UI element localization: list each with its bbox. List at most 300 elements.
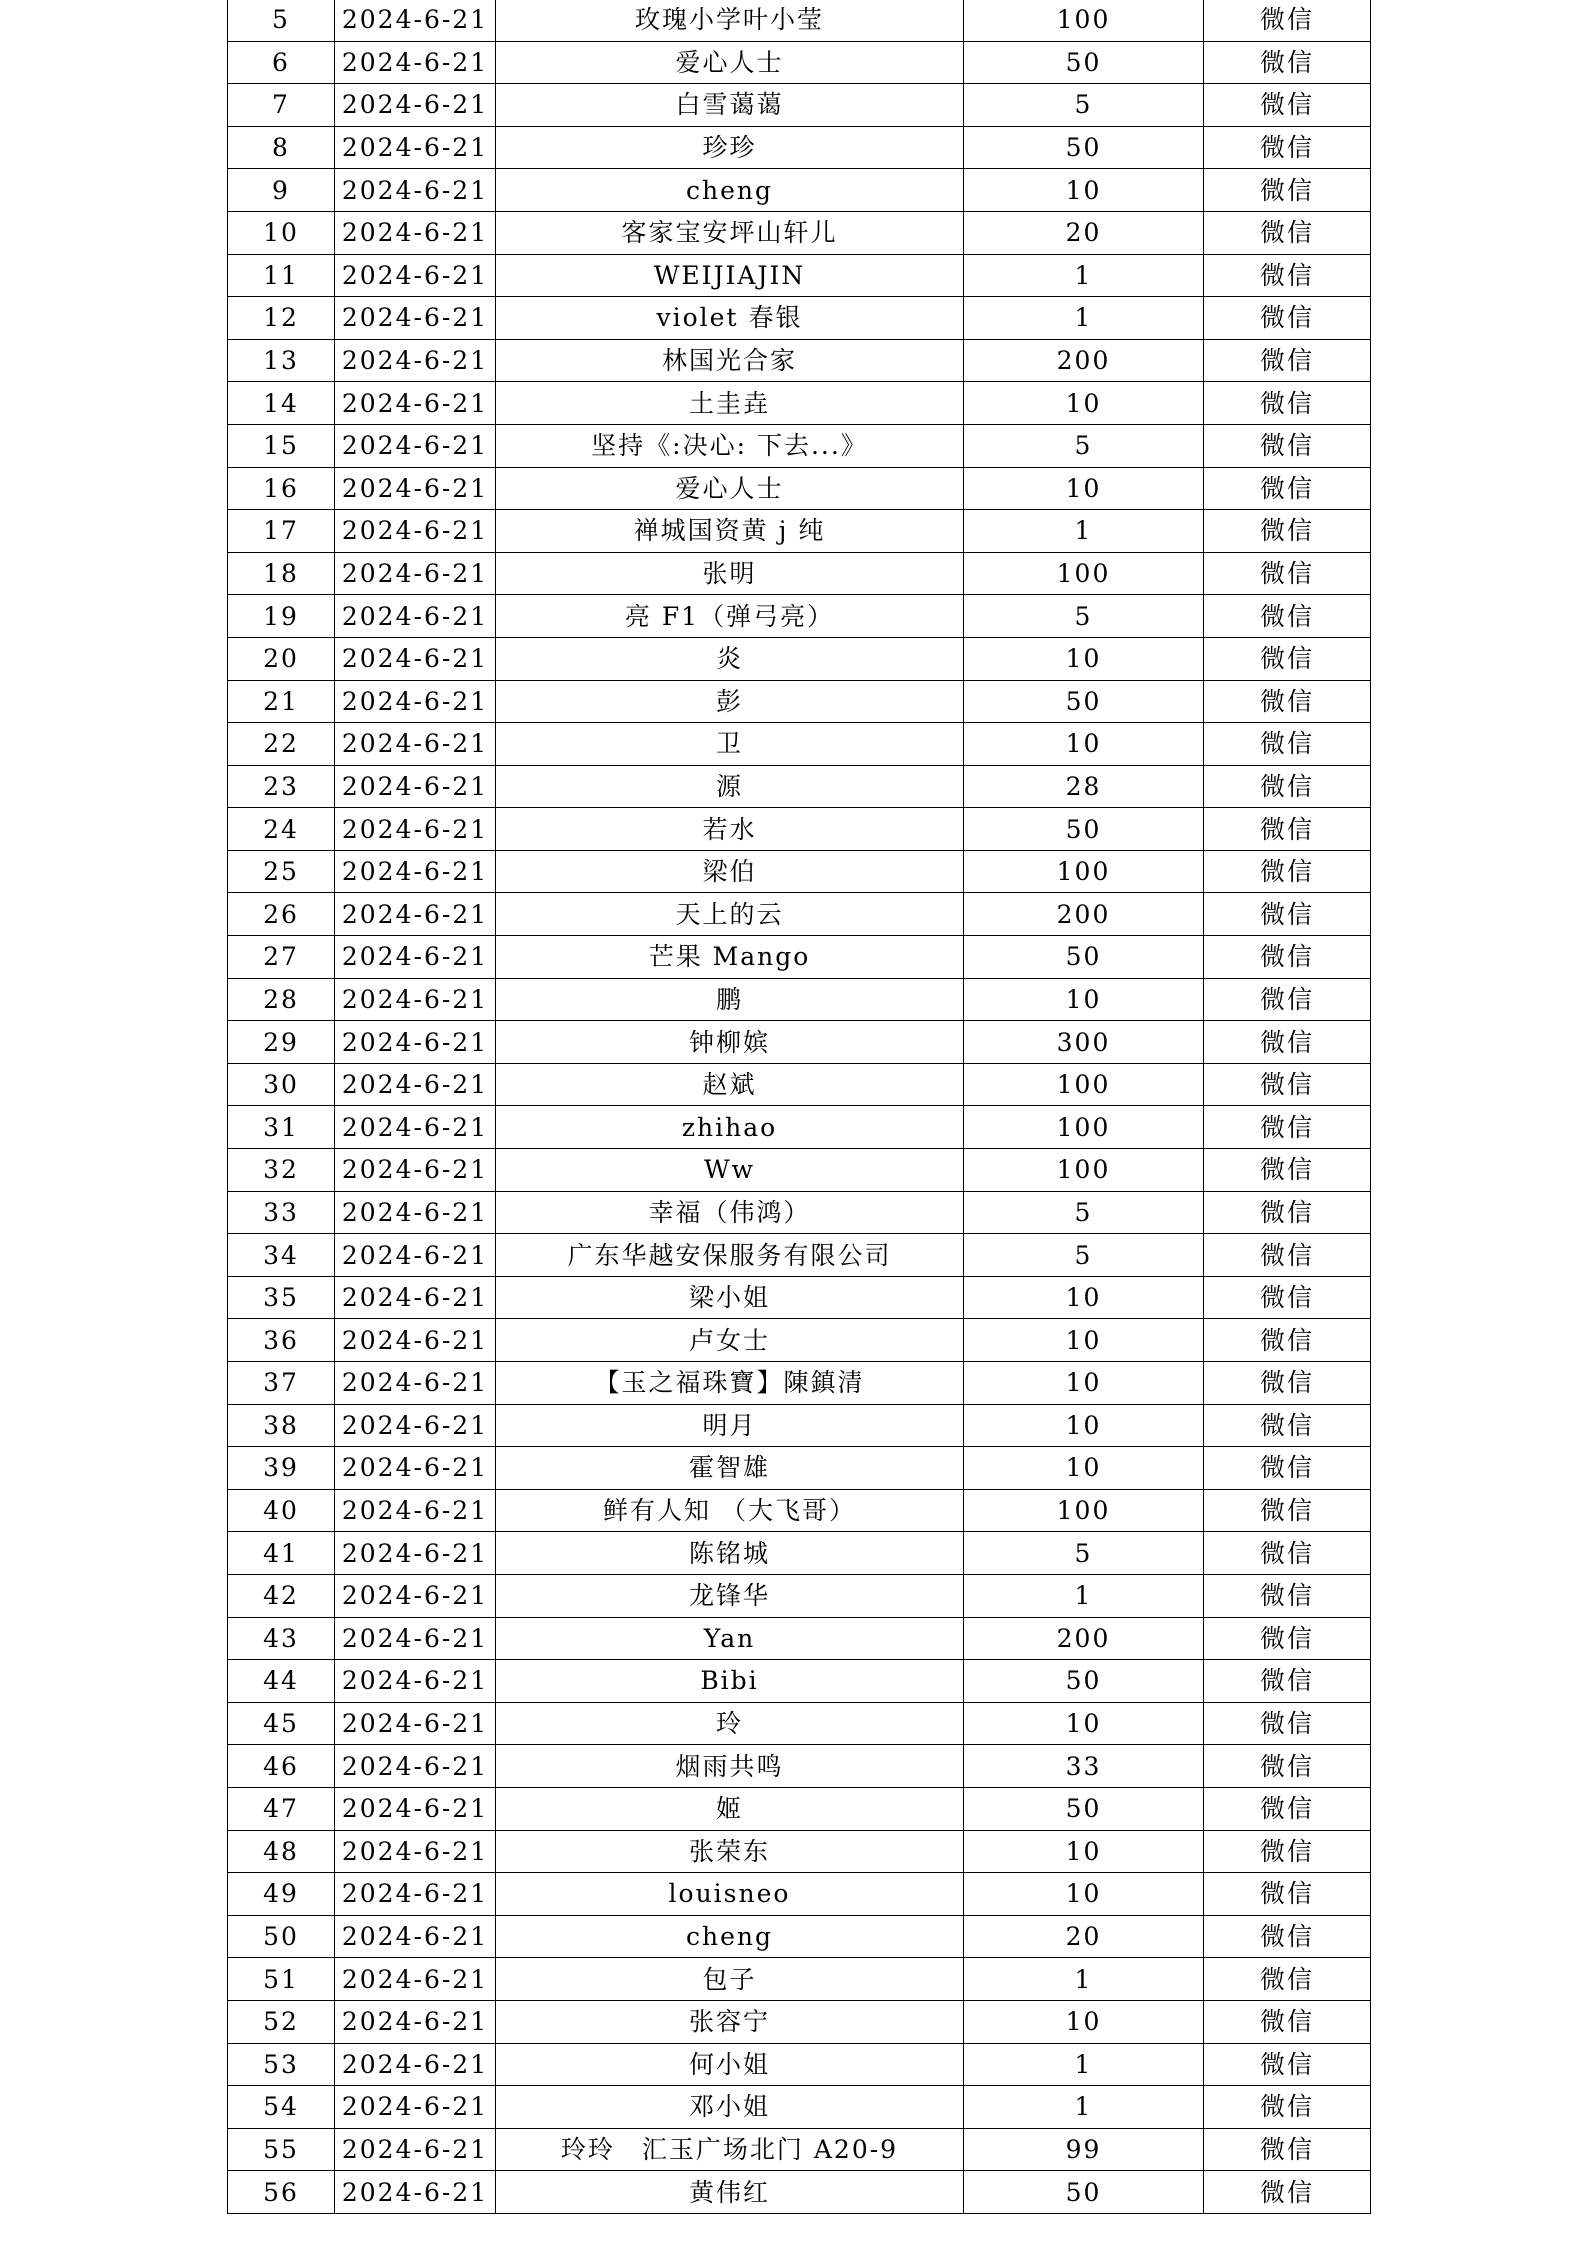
amount-cell: 1: [964, 1574, 1204, 1617]
table-row: [228, 850, 1371, 893]
payment-channel-cell: 微信: [1204, 808, 1371, 851]
row-number-cell: 45: [228, 1702, 335, 1745]
payment-channel-cell: 微信: [1204, 1362, 1371, 1405]
donor-name-cell: 鹏: [496, 978, 964, 1021]
row-number-cell: 18: [228, 552, 335, 595]
table-row: [228, 680, 1371, 723]
payment-channel-cell: 微信: [1204, 382, 1371, 425]
amount-cell: 100: [964, 1149, 1204, 1192]
amount-cell: 200: [964, 339, 1204, 382]
table-row: [228, 808, 1371, 851]
date-cell: 2024-6-21: [335, 1106, 496, 1149]
row-number-cell: 16: [228, 467, 335, 510]
row-number-cell: 22: [228, 723, 335, 766]
amount-cell: 33: [964, 1745, 1204, 1788]
payment-channel-cell: 微信: [1204, 1404, 1371, 1447]
date-cell: 2024-6-21: [335, 1745, 496, 1788]
donor-name-cell: WEIJIAJIN: [496, 254, 964, 297]
donor-name-cell: louisneo: [496, 1873, 964, 1916]
date-cell: 2024-6-21: [335, 552, 496, 595]
payment-channel-cell: 微信: [1204, 552, 1371, 595]
donor-name-cell: 亮 F1（弹弓亮）: [496, 595, 964, 638]
table-row: [228, 1234, 1371, 1277]
donor-name-cell: 霍智雄: [496, 1447, 964, 1490]
amount-cell: 10: [964, 467, 1204, 510]
amount-cell: 5: [964, 84, 1204, 127]
row-number-cell: 5: [228, 0, 335, 41]
table-row: [228, 1149, 1371, 1192]
amount-cell: 50: [964, 1787, 1204, 1830]
donor-name-cell: Bibi: [496, 1660, 964, 1703]
donor-name-cell: 客家宝安坪山轩儿: [496, 211, 964, 254]
table-row: [228, 2128, 1371, 2171]
row-number-cell: 37: [228, 1362, 335, 1405]
date-cell: 2024-6-21: [335, 126, 496, 169]
donor-name-cell: 梁伯: [496, 850, 964, 893]
date-cell: 2024-6-21: [335, 211, 496, 254]
payment-channel-cell: 微信: [1204, 1319, 1371, 1362]
row-number-cell: 28: [228, 978, 335, 1021]
donor-name-cell: zhihao: [496, 1106, 964, 1149]
table-row: [228, 1106, 1371, 1149]
date-cell: 2024-6-21: [335, 2128, 496, 2171]
payment-channel-cell: 微信: [1204, 2086, 1371, 2129]
amount-cell: 1: [964, 2086, 1204, 2129]
donor-name-cell: 赵斌: [496, 1063, 964, 1106]
amount-cell: 100: [964, 1489, 1204, 1532]
amount-cell: 200: [964, 893, 1204, 936]
row-number-cell: 33: [228, 1191, 335, 1234]
date-cell: 2024-6-21: [335, 1276, 496, 1319]
donor-name-cell: 黄伟红: [496, 2171, 964, 2214]
table-row: [228, 1489, 1371, 1532]
date-cell: 2024-6-21: [335, 680, 496, 723]
amount-cell: 10: [964, 1873, 1204, 1916]
table-row: [228, 978, 1371, 1021]
payment-channel-cell: 微信: [1204, 765, 1371, 808]
payment-channel-cell: 微信: [1204, 1191, 1371, 1234]
donor-name-cell: 禅城国资黄 j 纯: [496, 510, 964, 553]
donor-name-cell: 鲜有人知 （大飞哥）: [496, 1489, 964, 1532]
donor-name-cell: 爱心人士: [496, 467, 964, 510]
date-cell: 2024-6-21: [335, 1362, 496, 1405]
table-row: [228, 2043, 1371, 2086]
payment-channel-cell: 微信: [1204, 424, 1371, 467]
payment-channel-cell: 微信: [1204, 1958, 1371, 2001]
table-row: [228, 1660, 1371, 1703]
date-cell: 2024-6-21: [335, 1702, 496, 1745]
row-number-cell: 23: [228, 765, 335, 808]
date-cell: 2024-6-21: [335, 1489, 496, 1532]
payment-channel-cell: 微信: [1204, 893, 1371, 936]
amount-cell: 10: [964, 2000, 1204, 2043]
table-row: [228, 254, 1371, 297]
payment-channel-cell: 微信: [1204, 211, 1371, 254]
date-cell: 2024-6-21: [335, 339, 496, 382]
row-number-cell: 32: [228, 1149, 335, 1192]
table-row: [228, 2000, 1371, 2043]
date-cell: 2024-6-21: [335, 1149, 496, 1192]
payment-channel-cell: 微信: [1204, 0, 1371, 41]
row-number-cell: 47: [228, 1787, 335, 1830]
table-row: [228, 510, 1371, 553]
donor-name-cell: Ww: [496, 1149, 964, 1192]
payment-channel-cell: 微信: [1204, 1787, 1371, 1830]
row-number-cell: 6: [228, 41, 335, 84]
donor-name-cell: 明月: [496, 1404, 964, 1447]
amount-cell: 20: [964, 211, 1204, 254]
amount-cell: 10: [964, 1830, 1204, 1873]
payment-channel-cell: 微信: [1204, 1660, 1371, 1703]
donor-name-cell: 玫瑰小学叶小莹: [496, 0, 964, 41]
amount-cell: 10: [964, 978, 1204, 1021]
row-number-cell: 48: [228, 1830, 335, 1873]
amount-cell: 50: [964, 936, 1204, 979]
row-number-cell: 46: [228, 1745, 335, 1788]
payment-channel-cell: 微信: [1204, 1532, 1371, 1575]
table-row: [228, 1276, 1371, 1319]
row-number-cell: 17: [228, 510, 335, 553]
row-number-cell: 55: [228, 2128, 335, 2171]
date-cell: 2024-6-21: [335, 2086, 496, 2129]
table-row: [228, 467, 1371, 510]
table-row: [228, 1362, 1371, 1405]
amount-cell: 200: [964, 1617, 1204, 1660]
row-number-cell: 41: [228, 1532, 335, 1575]
date-cell: 2024-6-21: [335, 2171, 496, 2214]
table-row: [228, 936, 1371, 979]
donor-name-cell: 玲: [496, 1702, 964, 1745]
donor-name-cell: 邓小姐: [496, 2086, 964, 2129]
amount-cell: 50: [964, 1660, 1204, 1703]
table-row: [228, 595, 1371, 638]
donor-name-cell: 炎: [496, 637, 964, 680]
date-cell: 2024-6-21: [335, 510, 496, 553]
table-row: [228, 41, 1371, 84]
row-number-cell: 26: [228, 893, 335, 936]
date-cell: 2024-6-21: [335, 637, 496, 680]
donor-name-cell: 梁小姐: [496, 1276, 964, 1319]
table-row: [228, 424, 1371, 467]
row-number-cell: 49: [228, 1873, 335, 1916]
row-number-cell: 36: [228, 1319, 335, 1362]
amount-cell: 1: [964, 510, 1204, 553]
donor-name-cell: 陈铭城: [496, 1532, 964, 1575]
table-row: [228, 723, 1371, 766]
payment-channel-cell: 微信: [1204, 254, 1371, 297]
payment-channel-cell: 微信: [1204, 2128, 1371, 2171]
amount-cell: 100: [964, 850, 1204, 893]
amount-cell: 1: [964, 2043, 1204, 2086]
row-number-cell: 51: [228, 1958, 335, 2001]
table-row: [228, 1873, 1371, 1916]
date-cell: 2024-6-21: [335, 297, 496, 340]
donor-name-cell: 天上的云: [496, 893, 964, 936]
table-row: [228, 1830, 1371, 1873]
donation-table: [227, 0, 1371, 2214]
row-number-cell: 35: [228, 1276, 335, 1319]
payment-channel-cell: 微信: [1204, 1830, 1371, 1873]
date-cell: 2024-6-21: [335, 595, 496, 638]
donor-name-cell: 烟雨共鸣: [496, 1745, 964, 1788]
date-cell: 2024-6-21: [335, 978, 496, 1021]
date-cell: 2024-6-21: [335, 1191, 496, 1234]
date-cell: 2024-6-21: [335, 1234, 496, 1277]
date-cell: 2024-6-21: [335, 765, 496, 808]
table-row: [228, 1319, 1371, 1362]
donor-name-cell: 龙锋华: [496, 1574, 964, 1617]
date-cell: 2024-6-21: [335, 1532, 496, 1575]
amount-cell: 28: [964, 765, 1204, 808]
table-row: [228, 1915, 1371, 1958]
table-row: [228, 1702, 1371, 1745]
row-number-cell: 40: [228, 1489, 335, 1532]
amount-cell: 100: [964, 552, 1204, 595]
amount-cell: 20: [964, 1915, 1204, 1958]
table-row: [228, 382, 1371, 425]
payment-channel-cell: 微信: [1204, 2043, 1371, 2086]
amount-cell: 100: [964, 1063, 1204, 1106]
amount-cell: 10: [964, 1447, 1204, 1490]
amount-cell: 10: [964, 1702, 1204, 1745]
donor-name-cell: 姬: [496, 1787, 964, 1830]
payment-channel-cell: 微信: [1204, 1574, 1371, 1617]
table-row: [228, 1958, 1371, 2001]
row-number-cell: 44: [228, 1660, 335, 1703]
row-number-cell: 14: [228, 382, 335, 425]
row-number-cell: 29: [228, 1021, 335, 1064]
date-cell: 2024-6-21: [335, 0, 496, 41]
date-cell: 2024-6-21: [335, 1021, 496, 1064]
amount-cell: 50: [964, 808, 1204, 851]
date-cell: 2024-6-21: [335, 2000, 496, 2043]
amount-cell: 10: [964, 1404, 1204, 1447]
date-cell: 2024-6-21: [335, 1873, 496, 1916]
donor-name-cell: 【玉之福珠寶】陳鎮清: [496, 1362, 964, 1405]
row-number-cell: 38: [228, 1404, 335, 1447]
amount-cell: 10: [964, 1362, 1204, 1405]
donor-name-cell: 张容宁: [496, 2000, 964, 2043]
amount-cell: 50: [964, 2171, 1204, 2214]
donor-name-cell: 张明: [496, 552, 964, 595]
row-number-cell: 12: [228, 297, 335, 340]
date-cell: 2024-6-21: [335, 808, 496, 851]
row-number-cell: 50: [228, 1915, 335, 1958]
payment-channel-cell: 微信: [1204, 84, 1371, 127]
donor-name-cell: cheng: [496, 169, 964, 212]
donor-name-cell: 广东华越安保服务有限公司: [496, 1234, 964, 1277]
donor-name-cell: 源: [496, 765, 964, 808]
donor-name-cell: 幸福（伟鸿）: [496, 1191, 964, 1234]
table-row: [228, 1574, 1371, 1617]
row-number-cell: 9: [228, 169, 335, 212]
table-row: [228, 0, 1371, 41]
payment-channel-cell: 微信: [1204, 2171, 1371, 2214]
payment-channel-cell: 微信: [1204, 1873, 1371, 1916]
date-cell: 2024-6-21: [335, 1319, 496, 1362]
amount-cell: 50: [964, 41, 1204, 84]
table-row: [228, 552, 1371, 595]
payment-channel-cell: 微信: [1204, 1489, 1371, 1532]
date-cell: 2024-6-21: [335, 850, 496, 893]
donor-name-cell: 钟柳嫔: [496, 1021, 964, 1064]
row-number-cell: 11: [228, 254, 335, 297]
date-cell: 2024-6-21: [335, 893, 496, 936]
date-cell: 2024-6-21: [335, 1574, 496, 1617]
payment-channel-cell: 微信: [1204, 978, 1371, 1021]
donor-name-cell: 玲玲 汇玉广场北门 A20-9: [496, 2128, 964, 2171]
payment-channel-cell: 微信: [1204, 1447, 1371, 1490]
payment-channel-cell: 微信: [1204, 680, 1371, 723]
row-number-cell: 34: [228, 1234, 335, 1277]
date-cell: 2024-6-21: [335, 41, 496, 84]
donor-name-cell: 珍珍: [496, 126, 964, 169]
payment-channel-cell: 微信: [1204, 1149, 1371, 1192]
date-cell: 2024-6-21: [335, 1063, 496, 1106]
payment-channel-cell: 微信: [1204, 1745, 1371, 1788]
table-row: [228, 1532, 1371, 1575]
date-cell: 2024-6-21: [335, 1830, 496, 1873]
amount-cell: 10: [964, 637, 1204, 680]
row-number-cell: 8: [228, 126, 335, 169]
donor-name-cell: 爱心人士: [496, 41, 964, 84]
date-cell: 2024-6-21: [335, 254, 496, 297]
donor-name-cell: 白雪蔼蔼: [496, 84, 964, 127]
donor-name-cell: 张荣东: [496, 1830, 964, 1873]
date-cell: 2024-6-21: [335, 1915, 496, 1958]
donor-name-cell: violet 春银: [496, 297, 964, 340]
date-cell: 2024-6-21: [335, 1787, 496, 1830]
row-number-cell: 25: [228, 850, 335, 893]
payment-channel-cell: 微信: [1204, 41, 1371, 84]
table-row: [228, 1191, 1371, 1234]
amount-cell: 5: [964, 1191, 1204, 1234]
amount-cell: 5: [964, 1532, 1204, 1575]
amount-cell: 1: [964, 297, 1204, 340]
amount-cell: 10: [964, 169, 1204, 212]
table-row: [228, 297, 1371, 340]
table-row: [228, 1404, 1371, 1447]
amount-cell: 10: [964, 382, 1204, 425]
row-number-cell: 43: [228, 1617, 335, 1660]
payment-channel-cell: 微信: [1204, 126, 1371, 169]
date-cell: 2024-6-21: [335, 723, 496, 766]
date-cell: 2024-6-21: [335, 84, 496, 127]
donor-name-cell: 彭: [496, 680, 964, 723]
row-number-cell: 53: [228, 2043, 335, 2086]
row-number-cell: 13: [228, 339, 335, 382]
donor-name-cell: 卢女士: [496, 1319, 964, 1362]
date-cell: 2024-6-21: [335, 1660, 496, 1703]
amount-cell: 5: [964, 424, 1204, 467]
table-row: [228, 637, 1371, 680]
amount-cell: 1: [964, 1958, 1204, 2001]
row-number-cell: 31: [228, 1106, 335, 1149]
payment-channel-cell: 微信: [1204, 1915, 1371, 1958]
payment-channel-cell: 微信: [1204, 850, 1371, 893]
row-number-cell: 42: [228, 1574, 335, 1617]
row-number-cell: 56: [228, 2171, 335, 2214]
amount-cell: 10: [964, 723, 1204, 766]
date-cell: 2024-6-21: [335, 2043, 496, 2086]
row-number-cell: 7: [228, 84, 335, 127]
payment-channel-cell: 微信: [1204, 595, 1371, 638]
table-row: [228, 1447, 1371, 1490]
payment-channel-cell: 微信: [1204, 1063, 1371, 1106]
amount-cell: 99: [964, 2128, 1204, 2171]
row-number-cell: 39: [228, 1447, 335, 1490]
row-number-cell: 21: [228, 680, 335, 723]
row-number-cell: 27: [228, 936, 335, 979]
table-row: [228, 2086, 1371, 2129]
table-row: [228, 765, 1371, 808]
amount-cell: 10: [964, 1319, 1204, 1362]
payment-channel-cell: 微信: [1204, 2000, 1371, 2043]
table-row: [228, 893, 1371, 936]
payment-channel-cell: 微信: [1204, 1234, 1371, 1277]
date-cell: 2024-6-21: [335, 1447, 496, 1490]
payment-channel-cell: 微信: [1204, 1021, 1371, 1064]
amount-cell: 5: [964, 595, 1204, 638]
donor-name-cell: 包子: [496, 1958, 964, 2001]
amount-cell: 100: [964, 0, 1204, 41]
date-cell: 2024-6-21: [335, 1404, 496, 1447]
payment-channel-cell: 微信: [1204, 1702, 1371, 1745]
donor-name-cell: 芒果 Mango: [496, 936, 964, 979]
date-cell: 2024-6-21: [335, 936, 496, 979]
row-number-cell: 24: [228, 808, 335, 851]
table-row: [228, 126, 1371, 169]
payment-channel-cell: 微信: [1204, 637, 1371, 680]
date-cell: 2024-6-21: [335, 382, 496, 425]
payment-channel-cell: 微信: [1204, 339, 1371, 382]
table-row: [228, 2171, 1371, 2214]
payment-channel-cell: 微信: [1204, 1276, 1371, 1319]
date-cell: 2024-6-21: [335, 169, 496, 212]
amount-cell: 50: [964, 680, 1204, 723]
row-number-cell: 15: [228, 424, 335, 467]
table-row: [228, 211, 1371, 254]
donor-name-cell: 土圭垚: [496, 382, 964, 425]
donor-name-cell: 何小姐: [496, 2043, 964, 2086]
payment-channel-cell: 微信: [1204, 510, 1371, 553]
date-cell: 2024-6-21: [335, 1958, 496, 2001]
payment-channel-cell: 微信: [1204, 297, 1371, 340]
table-row: [228, 1617, 1371, 1660]
donor-name-cell: 若水: [496, 808, 964, 851]
donor-name-cell: 卫: [496, 723, 964, 766]
table-row: [228, 169, 1371, 212]
row-number-cell: 10: [228, 211, 335, 254]
table-row: [228, 1021, 1371, 1064]
donation-table-body: [228, 0, 1371, 2213]
row-number-cell: 52: [228, 2000, 335, 2043]
amount-cell: 5: [964, 1234, 1204, 1277]
table-row: [228, 84, 1371, 127]
amount-cell: 1: [964, 254, 1204, 297]
table-row: [228, 1787, 1371, 1830]
payment-channel-cell: 微信: [1204, 467, 1371, 510]
table-row: [228, 339, 1371, 382]
row-number-cell: 20: [228, 637, 335, 680]
amount-cell: 50: [964, 126, 1204, 169]
table-row: [228, 1063, 1371, 1106]
amount-cell: 10: [964, 1276, 1204, 1319]
donor-name-cell: 林国光合家: [496, 339, 964, 382]
payment-channel-cell: 微信: [1204, 1106, 1371, 1149]
donor-name-cell: 坚持《:决心: 下去...》: [496, 424, 964, 467]
donor-name-cell: Yan: [496, 1617, 964, 1660]
